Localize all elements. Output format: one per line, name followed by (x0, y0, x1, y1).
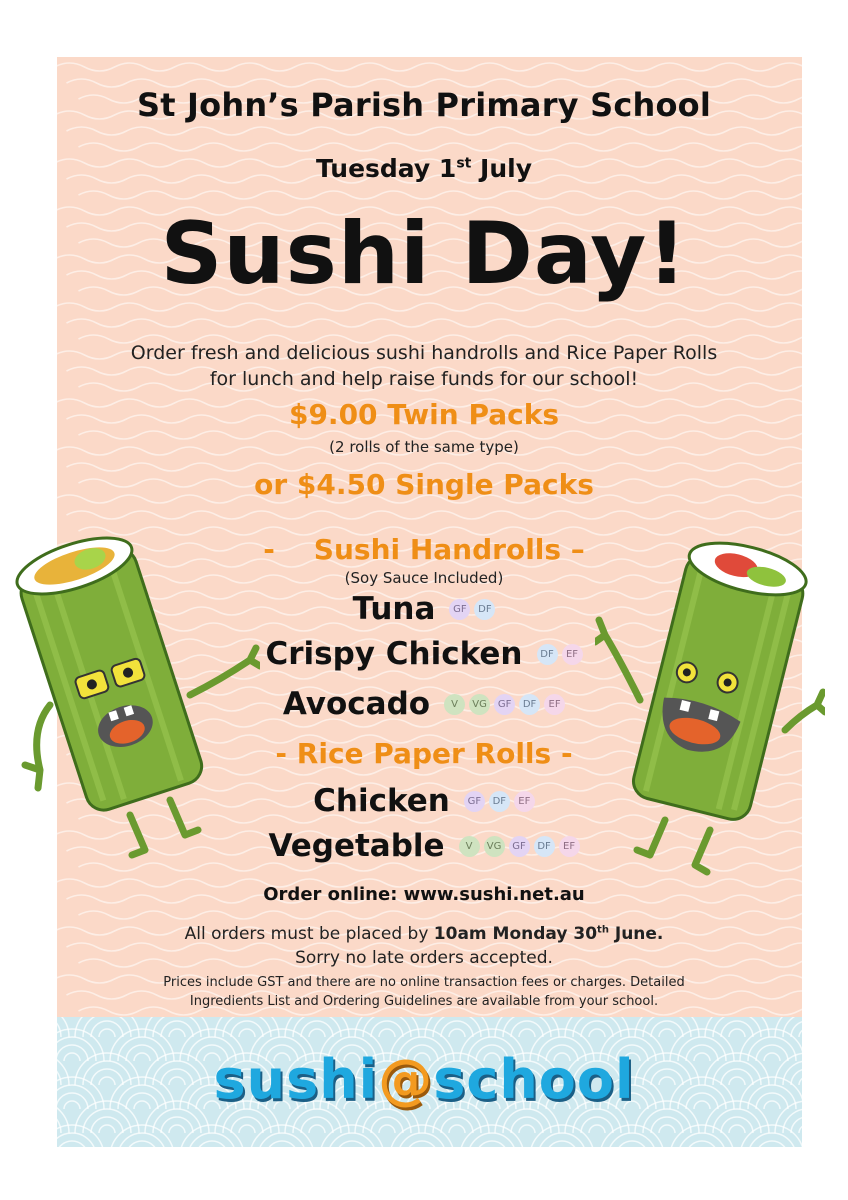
intro-line-1: Order fresh and delicious sushi handrolls and Rice Paper Rolls (130, 342, 718, 364)
sushi-at-school-logo: sushi@school (213, 1048, 635, 1111)
dietary-badge-vg: VG (469, 694, 490, 715)
fine-print (0, 973, 848, 1011)
dietary-badge-vg: VG (484, 836, 505, 857)
fine-print-line-2: Ingredients List and Ordering Guidelines are available from your school. (189, 994, 659, 1009)
order-online-text: Order online: www.sushi.net.au (263, 884, 585, 905)
dietary-badge-gf: GF (464, 791, 485, 812)
dietary-badge-df: DF (519, 694, 540, 715)
soy-sauce-note: (Soy Sauce Included) (344, 569, 504, 587)
intro-text (0, 340, 848, 392)
dietary-badge-ef: EF (559, 836, 580, 857)
dietary-badge-ef: EF (514, 791, 535, 812)
dietary-badge-ef: EF (562, 644, 583, 665)
dietary-badge-df: DF (474, 599, 495, 620)
sushi-character-left-illustration (10, 530, 260, 860)
sushi-character-right-illustration (595, 540, 825, 880)
dietary-badge-gf: GF (509, 836, 530, 857)
fine-print-line-1: Prices include GST and there are no online transaction fees or charges. Detailed (163, 975, 685, 990)
dietary-badge-df: DF (534, 836, 555, 857)
order-deadline: All orders must be placed by 10am Monday 30th June. Sorry no late orders accepted. (0, 922, 848, 970)
dietary-badge-v: V (459, 836, 480, 857)
dietary-badge-df: DF (489, 791, 510, 812)
rice-paper-heading: - Rice Paper Rolls - (275, 737, 573, 770)
school-name: St John’s Parish Primary School (136, 86, 712, 124)
handroll-item-name: Crispy Chicken (265, 636, 523, 672)
dietary-badge-v: V (444, 694, 465, 715)
handroll-item-name: Avocado (282, 686, 431, 722)
single-pack-price: or $4.50 Single Packs (254, 468, 594, 501)
dietary-badge-gf: GF (494, 694, 515, 715)
event-title: Sushi Day! (160, 204, 688, 304)
late-orders-note: Sorry no late orders accepted. (295, 948, 553, 968)
rice-paper-item-name: Chicken (313, 783, 450, 819)
twin-pack-price: $9.00 Twin Packs (288, 398, 560, 431)
handrolls-heading: - Sushi Handrolls – (263, 533, 585, 566)
intro-line-2: for lunch and help raise funds for our school! (209, 368, 639, 390)
dietary-badge-gf: GF (449, 599, 470, 620)
dietary-badge-df: DF (537, 644, 558, 665)
dietary-badge-ef: EF (544, 694, 565, 715)
rice-paper-item-name: Vegetable (268, 828, 445, 864)
twin-pack-note: (2 rolls of the same type) (329, 438, 519, 456)
handroll-item-name: Tuna (352, 591, 436, 627)
event-date: Tuesday 1st July (315, 154, 533, 183)
